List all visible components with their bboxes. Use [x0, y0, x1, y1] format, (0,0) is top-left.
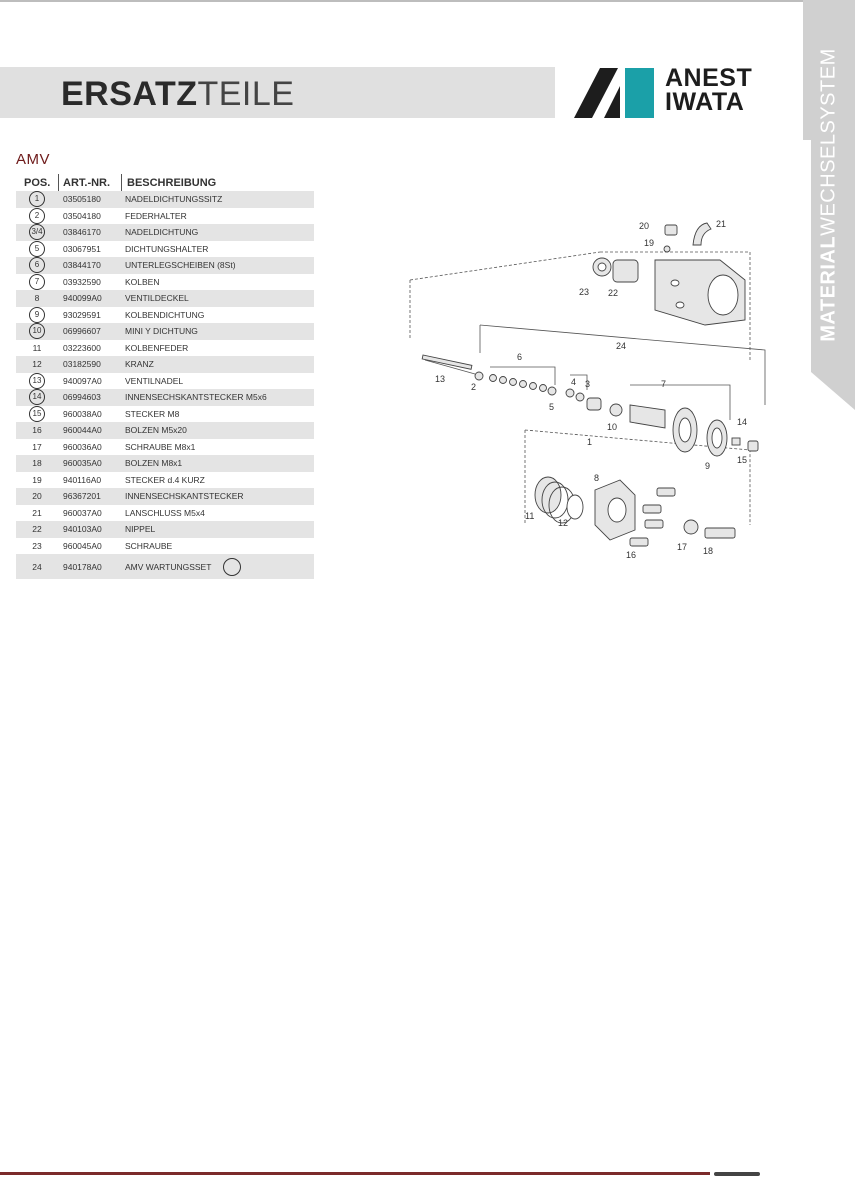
row-description-text: AMV WARTUNGSSET — [125, 561, 212, 572]
table-row — [16, 340, 314, 357]
row-pos-value: 18 — [32, 458, 42, 469]
row-art-nr: 960035A0 — [63, 458, 102, 469]
footer-rule — [0, 1172, 710, 1175]
top-rule — [0, 0, 855, 2]
table-row — [16, 406, 314, 423]
row-description-text: LANSCHLUSS M5x4 — [125, 507, 205, 518]
callout-label: 5 — [549, 402, 555, 412]
row-pos-value: 5 — [29, 241, 45, 257]
row-description-text: VENTILNADEL — [125, 375, 184, 386]
row-pos — [26, 406, 48, 423]
row-description — [125, 554, 241, 579]
row-description — [125, 241, 208, 258]
row-pos — [26, 472, 48, 489]
row-pos-value: 17 — [32, 441, 42, 452]
row-pos-value: 22 — [32, 524, 42, 535]
row-pos — [26, 373, 48, 390]
section-title: AMV — [16, 151, 51, 168]
callout-label: 3 — [585, 379, 591, 389]
row-pos-value: 10 — [29, 323, 45, 339]
row-art-nr: 06994603 — [63, 392, 101, 403]
row-description — [125, 488, 244, 505]
callout-label: 15 — [737, 455, 748, 465]
callout-label: 8 — [594, 473, 600, 483]
table-row — [16, 505, 314, 522]
row-pos — [26, 290, 48, 307]
callout-label: 18 — [703, 546, 714, 556]
table-row — [16, 472, 314, 489]
row-pos-value: 15 — [29, 406, 45, 422]
row-pos — [26, 422, 48, 439]
row-pos-value: 24 — [32, 561, 42, 572]
callout-label: 4 — [571, 377, 577, 387]
row-pos — [26, 455, 48, 472]
row-description-text: KOLBENFEDER — [125, 342, 189, 353]
row-art-nr: 03223600 — [63, 342, 101, 353]
row-pos — [26, 307, 48, 324]
col-header-pos: POS. — [24, 177, 51, 189]
row-art-nr: 960045A0 — [63, 540, 102, 551]
row-description — [125, 191, 222, 208]
side-label-light: WECHSELSYSTEM — [817, 48, 840, 236]
row-description-text: FEDERHALTER — [125, 210, 187, 221]
callout-label: 23 — [579, 287, 590, 297]
row-art-nr: 960036A0 — [63, 441, 102, 452]
row-description-text: KRANZ — [125, 359, 154, 370]
row-description-text: STECKER d.4 KURZ — [125, 474, 205, 485]
side-label-bold: MATERIAL — [817, 235, 840, 342]
callout-label: 10 — [607, 422, 618, 432]
row-description — [125, 307, 204, 324]
row-pos-value: 9 — [29, 307, 45, 323]
callout-label: 14 — [737, 417, 748, 427]
row-pos — [26, 224, 48, 241]
row-art-nr: 96367201 — [63, 491, 101, 502]
row-description-text: SCHRAUBE M8x1 — [125, 441, 196, 452]
row-description-text: INNENSECHSKANTSTECKER — [125, 491, 244, 502]
row-description — [125, 373, 183, 390]
row-pos — [26, 274, 48, 291]
row-art-nr: 03505180 — [63, 194, 101, 205]
table-row — [16, 554, 314, 579]
row-description-text: BOLZEN M8x1 — [125, 458, 183, 469]
row-art-nr: 960044A0 — [63, 425, 102, 436]
row-description-text: INNENSECHSKANTSTECKER M5x6 — [125, 392, 267, 403]
table-row — [16, 389, 314, 406]
col-header-art: ART.-NR. — [63, 177, 111, 189]
callout-label: 6 — [517, 352, 523, 362]
row-description-text: KOLBENDICHTUNG — [125, 309, 205, 320]
row-pos — [26, 439, 48, 456]
row-description — [125, 472, 205, 489]
row-pos — [26, 208, 48, 225]
row-description-text: NADELDICHTUNG — [125, 227, 199, 238]
row-description — [125, 208, 187, 225]
row-pos-value: 1 — [29, 191, 45, 207]
row-description — [125, 356, 154, 373]
row-description — [125, 439, 195, 456]
table-row — [16, 488, 314, 505]
row-description — [125, 257, 236, 274]
row-art-nr: 03846170 — [63, 227, 101, 238]
row-pos-value: 13 — [29, 373, 45, 389]
row-description — [125, 521, 155, 538]
row-pos-value: 3/4 — [29, 224, 45, 240]
table-row — [16, 538, 314, 555]
row-description-text: SCHRAUBE — [125, 540, 173, 551]
callout-label: 9 — [705, 461, 711, 471]
row-description — [125, 274, 160, 291]
row-pos-value: 11 — [32, 342, 42, 353]
row-description — [125, 505, 205, 522]
row-pos — [26, 340, 48, 357]
row-description-text: STECKER M8 — [125, 408, 180, 419]
table-row — [16, 323, 314, 340]
row-description-text: KOLBEN — [125, 276, 160, 287]
row-pos — [26, 241, 48, 258]
row-description — [125, 422, 187, 439]
exploded-view-diagram — [405, 205, 785, 575]
row-art-nr: 940116A0 — [63, 474, 102, 485]
row-pos-value: 2 — [29, 208, 45, 224]
row-art-nr: 03844170 — [63, 260, 101, 271]
row-pos-value: 23 — [32, 540, 42, 551]
callout-label: 2 — [471, 382, 477, 392]
row-pos — [26, 323, 48, 340]
table-row — [16, 521, 314, 538]
row-description-text: NADELDICHTUNGSSITZ — [125, 194, 223, 205]
row-art-nr: 06996607 — [63, 326, 101, 337]
row-description — [125, 224, 198, 241]
row-pos — [26, 505, 48, 522]
row-description — [125, 538, 172, 555]
callout-label: 20 — [639, 221, 650, 231]
logo-wordmark — [665, 66, 752, 114]
row-pos — [26, 389, 48, 406]
table-row — [16, 224, 314, 241]
callout-label: 19 — [644, 238, 655, 248]
row-description — [125, 323, 198, 340]
row-art-nr: 93029591 — [63, 309, 101, 320]
row-art-nr: 03067951 — [63, 243, 101, 254]
callout-label: 11 — [525, 511, 535, 521]
kit-marker-circle — [223, 558, 241, 576]
page-title — [61, 74, 294, 114]
title-bold: ERSATZ — [61, 75, 198, 113]
table-row — [16, 241, 314, 258]
row-pos-value: 21 — [32, 507, 42, 518]
row-pos — [26, 257, 48, 274]
row-pos — [26, 521, 48, 538]
row-art-nr: 940178A0 — [63, 561, 102, 572]
row-description-text: UNTERLEGSCHEIBEN (8St) — [125, 260, 236, 271]
callout-label: 17 — [677, 542, 688, 552]
row-description-text: BOLZEN M5x20 — [125, 425, 187, 436]
table-row — [16, 373, 314, 390]
row-art-nr: 940099A0 — [63, 293, 102, 304]
table-row — [16, 455, 314, 472]
row-description — [125, 290, 189, 307]
callout-label: 12 — [558, 518, 569, 528]
row-pos-value: 6 — [29, 257, 45, 273]
row-description — [125, 389, 267, 406]
callout-label: 1 — [587, 437, 593, 447]
table-row — [16, 191, 314, 208]
callout-label: 22 — [608, 288, 619, 298]
row-art-nr: 03932590 — [63, 276, 101, 287]
row-description — [125, 455, 182, 472]
footer-tab — [714, 1172, 760, 1176]
logo-line-2: IWATA — [665, 88, 745, 116]
callout-label: 16 — [626, 550, 637, 560]
row-description-text: NIPPEL — [125, 524, 156, 535]
table-row — [16, 422, 314, 439]
col-divider — [58, 174, 59, 192]
callout-label: 7 — [661, 379, 667, 389]
row-pos-value: 16 — [32, 425, 42, 436]
callout-label: 24 — [616, 341, 627, 351]
table-row — [16, 257, 314, 274]
row-description-text: VENTILDECKEL — [125, 293, 189, 304]
callout-label: 13 — [435, 374, 446, 384]
row-description-text: DICHTUNGSHALTER — [125, 243, 209, 254]
col-divider — [121, 174, 122, 192]
row-description — [125, 340, 188, 357]
table-row — [16, 274, 314, 291]
table-row — [16, 356, 314, 373]
table-row — [16, 290, 314, 307]
row-art-nr: 960037A0 — [63, 507, 102, 518]
callout-label: 21 — [716, 219, 727, 229]
row-art-nr: 940103A0 — [63, 524, 102, 535]
row-description-text: MINI Y DICHTUNG — [125, 326, 198, 337]
logo-line-1: ANEST — [665, 64, 753, 92]
row-pos-value: 19 — [32, 474, 42, 485]
row-art-nr: 940097A0 — [63, 375, 102, 386]
row-pos — [26, 191, 48, 208]
row-description — [125, 406, 179, 423]
row-pos-value: 14 — [29, 389, 45, 405]
side-tab-label — [818, 48, 841, 342]
row-art-nr: 03182590 — [63, 359, 101, 370]
row-pos-value: 20 — [32, 491, 42, 502]
row-pos-value: 8 — [34, 293, 40, 304]
table-row — [16, 439, 314, 456]
row-pos — [26, 356, 48, 373]
row-pos — [26, 554, 48, 579]
table-row — [16, 208, 314, 225]
col-header-desc: BESCHREIBUNG — [127, 177, 217, 189]
title-light: TEILE — [197, 75, 295, 113]
row-art-nr: 03504180 — [63, 210, 101, 221]
row-pos-value: 7 — [29, 274, 45, 290]
table-row — [16, 307, 314, 324]
row-art-nr: 960038A0 — [63, 408, 102, 419]
row-pos — [26, 538, 48, 555]
row-pos-value: 12 — [32, 359, 42, 370]
row-pos — [26, 488, 48, 505]
